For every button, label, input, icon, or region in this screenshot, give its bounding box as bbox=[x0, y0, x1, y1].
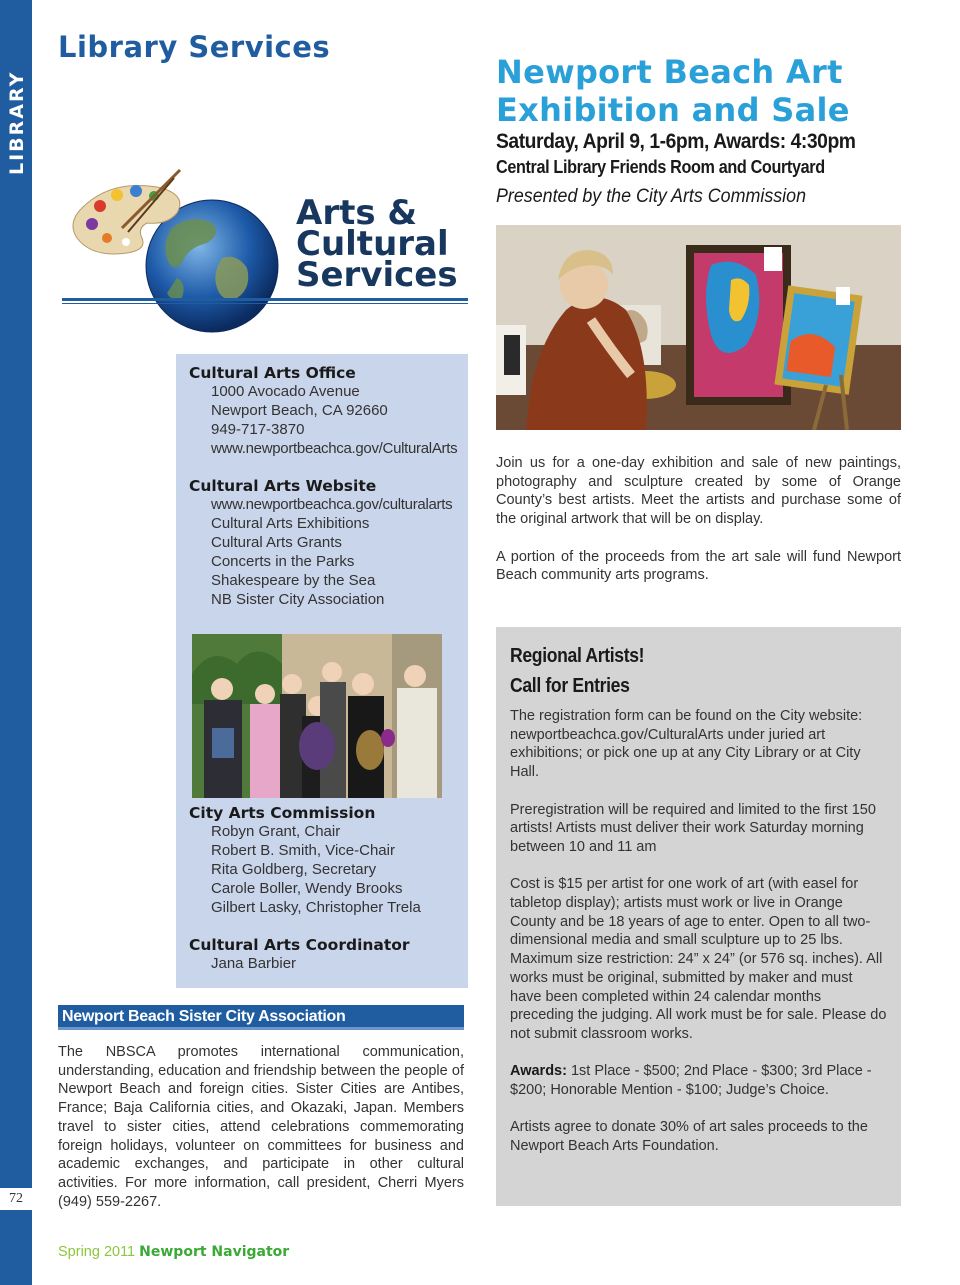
commission-member: Carole Boller, Wendy Brooks bbox=[211, 880, 403, 897]
commission-block bbox=[176, 804, 421, 917]
commission-group-photo bbox=[192, 634, 442, 798]
event-presenter: Presented by the City Arts Commission bbox=[496, 186, 807, 207]
website-heading: Cultural Arts Website bbox=[189, 477, 377, 495]
office-block bbox=[176, 364, 457, 458]
event-intro bbox=[496, 454, 901, 585]
logo-title bbox=[296, 193, 458, 295]
event-title-line-1: Newport Beach Art bbox=[496, 53, 843, 91]
page-number: 72 bbox=[0, 1188, 32, 1210]
event-title bbox=[496, 53, 850, 129]
call-for-entries-box bbox=[496, 627, 901, 1206]
globe-palette-icon bbox=[62, 168, 292, 338]
logo-rule bbox=[62, 298, 468, 301]
call-paragraph-registration: The registration form can be found on the City website: newportbeachca.gov/CulturalArts under juried art exhibitions; or pick one up at any City Library or at City Hall. bbox=[510, 708, 863, 781]
office-url[interactable]: www.newportbeachca.gov/CulturalArts bbox=[211, 440, 458, 457]
section-title: Library Services bbox=[58, 30, 331, 64]
website-item: NB Sister City Association bbox=[211, 591, 385, 608]
event-place: Central Library Friends Room and Courtyard bbox=[496, 157, 825, 177]
office-line: 1000 Avocado Avenue bbox=[211, 383, 360, 400]
footer bbox=[58, 1244, 289, 1260]
sister-city-header bbox=[58, 1005, 464, 1030]
commission-heading: City Arts Commission bbox=[189, 804, 376, 822]
website-item: Cultural Arts Grants bbox=[211, 534, 342, 551]
coordinator-name: Jana Barbier bbox=[211, 955, 297, 972]
office-line: Newport Beach, CA 92660 bbox=[211, 402, 388, 419]
art-exhibition-photo bbox=[496, 225, 901, 430]
office-heading: Cultural Arts Office bbox=[189, 364, 356, 382]
office-phone: 949-717-3870 bbox=[211, 421, 305, 438]
commission-member: Gilbert Lasky, Christopher Trela bbox=[211, 899, 421, 916]
awards-label: Awards: bbox=[510, 1063, 567, 1080]
call-heading-2: Call for Entries bbox=[510, 675, 630, 697]
call-paragraph-cost: Cost is $15 per artist for one work of art (with easel for tabletop display); artists must work or live in Orange County and be 18 years of age to enter. Open to all two-dimensional media and small sculpture up to 25 lbs. Maximum size restriction: 24” x 24” (or 576 sq. inches). All works must be original, submitted by maker and must have been completed within 24 calendar months preceding the judging. All work must be for sale. Please do not submit classroom works. bbox=[510, 876, 887, 1042]
website-item: Concerts in the Parks bbox=[211, 553, 355, 570]
commission-member: Robert B. Smith, Vice-Chair bbox=[211, 842, 395, 859]
intro-paragraph-2: A portion of the proceeds from the art sale will fund Newport Beach community arts programs. bbox=[496, 548, 901, 584]
awards-text: 1st Place - $500; 2nd Place - $300; 3rd Place - $200; Honorable Mention - $100; Judge’s Choice. bbox=[510, 1063, 872, 1099]
section-tab-label: LIBRARY bbox=[6, 70, 28, 175]
event-date: Saturday, April 9, 1-6pm, Awards: 4:30pm bbox=[496, 130, 856, 153]
website-item: Shakespeare by the Sea bbox=[211, 572, 376, 589]
coordinator-heading: Cultural Arts Coordinator bbox=[189, 936, 410, 954]
intro-paragraph-1: Join us for a one-day exhibition and sale of new paintings, photography and sculpture created by some of Orange County’s best artists. Meet the artists and purchase some of the original artwork that will be on display. bbox=[496, 455, 901, 528]
footer-season: Spring 2011 bbox=[58, 1244, 136, 1260]
logo-line-1: Arts & bbox=[296, 193, 418, 233]
call-paragraph-preregistration: Preregistration will be required and limited to the first 150 artists! Artists must deliver their work Saturday morning between 10 and 11 am bbox=[510, 801, 876, 855]
website-block bbox=[176, 477, 452, 609]
call-paragraph-awards bbox=[510, 1062, 887, 1099]
sister-city-title: Newport Beach Sister City Association bbox=[62, 1008, 346, 1025]
cultural-arts-info-box bbox=[176, 354, 468, 988]
call-paragraph-donation: Artists agree to donate 30% of art sales proceeds to the Newport Beach Arts Foundation. bbox=[510, 1119, 868, 1155]
call-heading-1: Regional Artists! bbox=[510, 645, 645, 667]
footer-publication: Newport Navigator bbox=[139, 1244, 290, 1260]
arts-cultural-services-logo bbox=[62, 168, 472, 338]
logo-rule-thin bbox=[62, 303, 468, 304]
commission-member: Rita Goldberg, Secretary bbox=[211, 861, 377, 878]
logo-line-2: Cultural bbox=[296, 224, 449, 264]
event-title-line-2: Exhibition and Sale bbox=[496, 91, 850, 129]
sister-city-body: The NBSCA promotes international communication, understanding, education and friendship between the people of Newport Beach and foreign cities. Sister Cities are Antibes, France; Baja California cities, and Okazaki, Japan. Members travel to sister cities, attend celebrations commemorating foreign holidays, volunteer on committees for business and academic exchanges, and participate in other cultural activities. For more information, call president, Cherri Myers (949) 559-2267. bbox=[58, 1044, 464, 1210]
logo-line-3: Services bbox=[296, 255, 458, 295]
website-url[interactable]: www.newportbeachca.gov/culturalarts bbox=[211, 496, 453, 513]
website-item: Cultural Arts Exhibitions bbox=[211, 515, 370, 532]
commission-member: Robyn Grant, Chair bbox=[211, 823, 341, 840]
side-bar bbox=[0, 0, 32, 1285]
coordinator-block bbox=[176, 936, 410, 973]
